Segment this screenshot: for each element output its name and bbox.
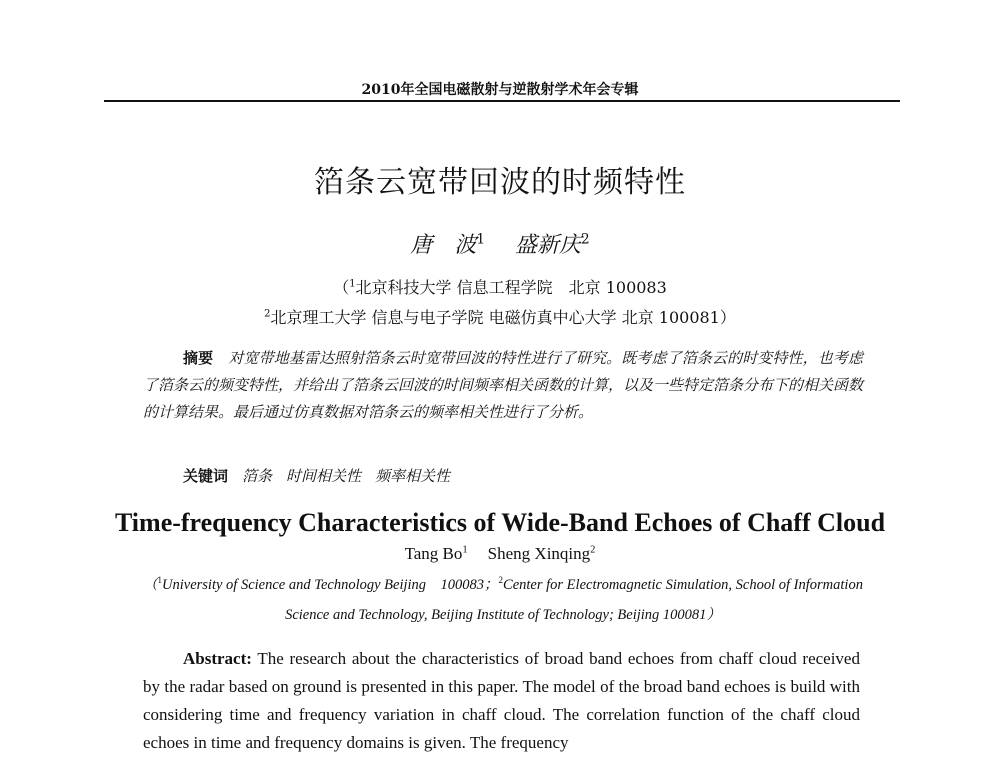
author-name: Sheng Xinqing	[487, 544, 591, 563]
abstract-text: The research about the characteristics of broad band echoes from chaff cloud received by the radar based on ground is presented in this paper. The model of the broad band echoes is build with considering time and frequency variation in chaff cloud. The correlation function of the chaff cloud echoes in time and frequency domains is given. The frequency	[143, 649, 860, 752]
affiliation-text: 北京科技大学 信息工程学院 北京 100083	[355, 278, 667, 297]
chinese-authors	[0, 228, 1000, 259]
chinese-title: 箔条云宽带回波的时频特性	[314, 165, 686, 200]
paren-open: （	[143, 577, 158, 593]
english-abstract	[143, 645, 860, 757]
paren-close: ）	[706, 607, 721, 623]
running-head: 2010年全国电磁散射与逆散射学术年会专辑	[361, 82, 639, 98]
affiliation-text: Center for Electromagnetic Simulation, School of Information Science and Technology, Beijing Institute of Technology; Beijing 100081	[285, 577, 863, 623]
keyword: 箔条	[242, 467, 273, 485]
author-affiliation-mark: 2	[581, 231, 590, 248]
author-name: Tang Bo	[404, 544, 463, 563]
separator: ；	[484, 577, 499, 593]
paren-open: （	[333, 278, 350, 297]
chinese-affiliation-1	[0, 275, 1000, 298]
chinese-abstract	[143, 345, 863, 426]
chinese-keywords	[183, 465, 450, 486]
affiliation-text: University of Science and Technology Beijing 100083	[162, 577, 485, 593]
header-rule	[104, 100, 900, 102]
english-affiliations	[143, 570, 863, 630]
author-affiliation-mark: 1	[462, 544, 468, 556]
abstract-label: 摘要	[183, 349, 214, 367]
english-title: Time-frequency Characteristics of Wide-Band Echoes of Chaff Cloud	[114, 508, 886, 537]
affiliation-text: 北京理工大学 信息与电子学院 电磁仿真中心大学 北京 100081）	[270, 308, 736, 327]
keyword: 时间相关性	[286, 467, 362, 485]
author-name: 盛新庆	[515, 233, 582, 258]
affiliation-mark: 2	[264, 308, 271, 320]
abstract-text: 对宽带地基雷达照射箔条云时宽带回波的特性进行了研究。既考虑了箔条云的时变特性，也考虑了箔条云的频变特性，并给出了箔条云回波的时间频率相关函数的计算，以及一些特定箔条分布下的相关函数的计算结果。最后通过仿真数据对箔条云的频率相关性进行了分析。	[143, 349, 864, 421]
author-name: 唐 波	[410, 233, 477, 258]
affiliation-mark: 2	[498, 575, 504, 586]
author-affiliation-mark: 2	[590, 544, 596, 556]
english-authors	[0, 544, 1000, 564]
chinese-affiliation-2	[0, 305, 1000, 328]
keywords-label: 关键词	[183, 467, 229, 485]
abstract-label: Abstract:	[183, 649, 252, 668]
affiliation-mark: 1	[157, 575, 163, 586]
affiliation-mark: 1	[349, 278, 356, 290]
author-affiliation-mark: 1	[476, 231, 485, 248]
keyword: 频率相关性	[375, 467, 451, 485]
